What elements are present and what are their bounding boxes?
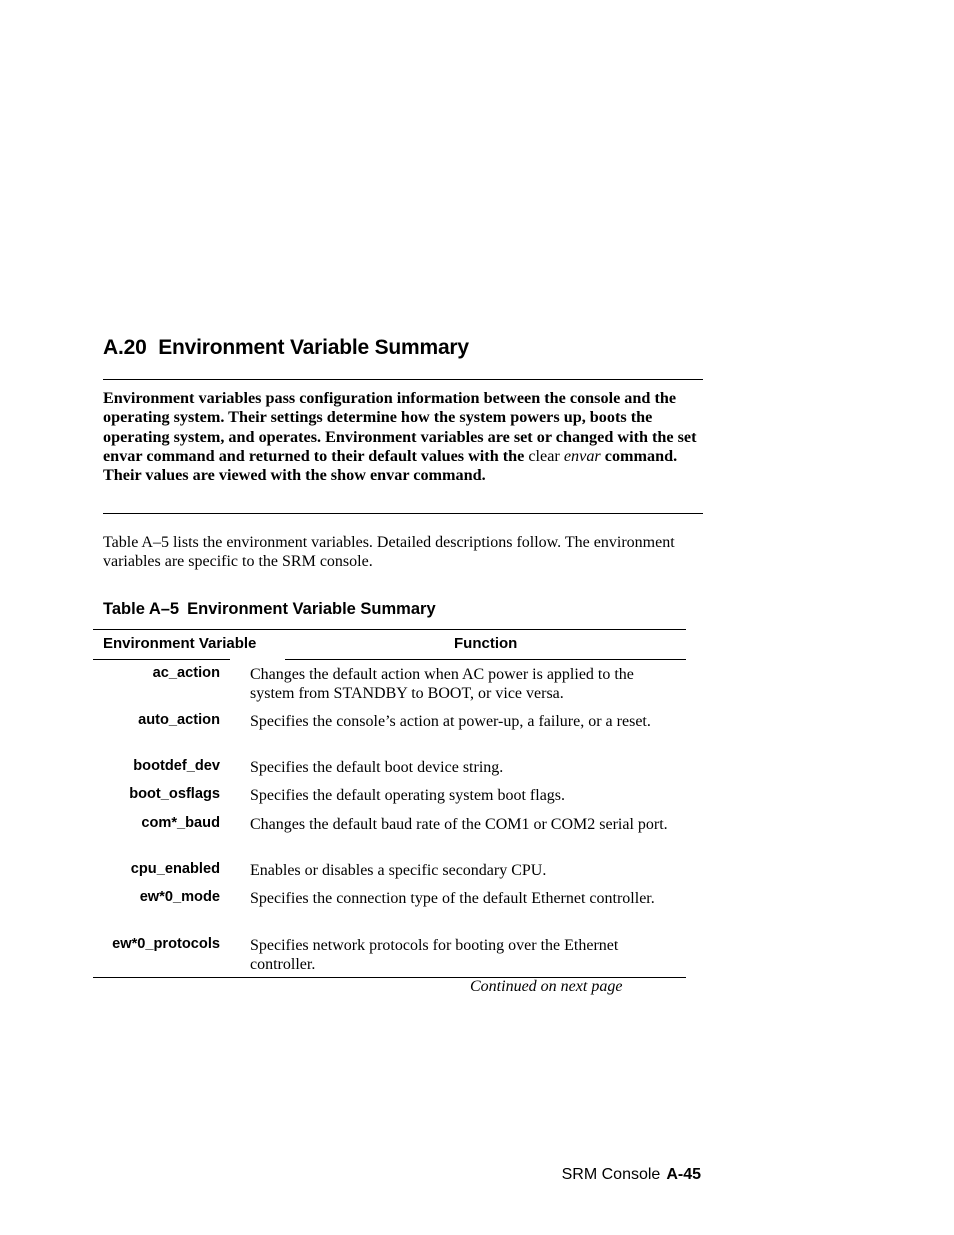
variable-name: ac_action bbox=[152, 665, 220, 681]
intro-bottom-rule bbox=[103, 513, 703, 514]
variable-function: Changes the default baud rate of the COM1 or COM2 serial port. bbox=[250, 816, 668, 833]
variable-function: Specifies the console’s action at power-up, a failure, or a reset. bbox=[250, 713, 651, 730]
header-right-rule bbox=[285, 659, 686, 660]
table-top-rule bbox=[93, 629, 686, 630]
intro-text-part2: command. Their values are viewed with the show envar command. bbox=[103, 446, 678, 485]
table-caption-label: Table A–5 bbox=[103, 600, 180, 618]
variable-function: Specifies network protocols for booting over the Ethernet controller. bbox=[250, 937, 619, 973]
page-footer bbox=[562, 1166, 701, 1184]
variable-name: ew*0_mode bbox=[139, 889, 220, 905]
variable-function: Specifies the default operating system boot flags. bbox=[250, 787, 566, 804]
envar-keyword: envar bbox=[563, 446, 601, 465]
variable-function: Specifies the connection type of the default Ethernet controller. bbox=[250, 890, 655, 907]
intro-text-part1: Environment variables pass configuration information between the console and the operating system. Their settings determine how the system powers up, boots the operating system, and operates. Environment variables are set or changed with the set envar command and returned to their default values with the bbox=[103, 389, 697, 465]
section-number: A.20 bbox=[103, 336, 147, 359]
variable-function: Specifies the default boot device string. bbox=[250, 759, 504, 776]
variable-name: boot_osflags bbox=[129, 786, 220, 802]
section-title bbox=[103, 336, 469, 360]
intro-summary bbox=[103, 389, 703, 485]
continued-note: Continued on next page bbox=[470, 978, 623, 995]
column-header-variable: Environment Variable bbox=[103, 635, 257, 652]
clear-keyword: clear bbox=[528, 446, 560, 465]
header-left-rule bbox=[93, 659, 230, 660]
variable-function: Enables or disables a specific secondary CPU. bbox=[250, 862, 547, 879]
page-number: A-45 bbox=[666, 1166, 701, 1183]
variable-name: com*_baud bbox=[141, 815, 220, 831]
table-caption bbox=[103, 600, 436, 619]
footer-chapter: SRM Console bbox=[561, 1166, 661, 1183]
table-caption-title: Environment Variable Summary bbox=[187, 600, 436, 618]
body-paragraph: Table A–5 lists the environment variables. Detailed descriptions follow. The environment variables are specific to the SRM console. bbox=[103, 534, 675, 570]
variable-name: cpu_enabled bbox=[130, 861, 220, 877]
intro-top-rule bbox=[103, 379, 703, 380]
variable-name: bootdef_dev bbox=[133, 758, 220, 774]
variable-name: auto_action bbox=[138, 712, 220, 728]
variable-function: Changes the default action when AC power is applied to the system from STANDBY to BOOT, or vice versa. bbox=[250, 666, 634, 702]
column-header-function: Function bbox=[454, 635, 518, 652]
section-heading: Environment Variable Summary bbox=[158, 336, 469, 359]
variable-name: ew*0_protocols bbox=[112, 936, 220, 952]
